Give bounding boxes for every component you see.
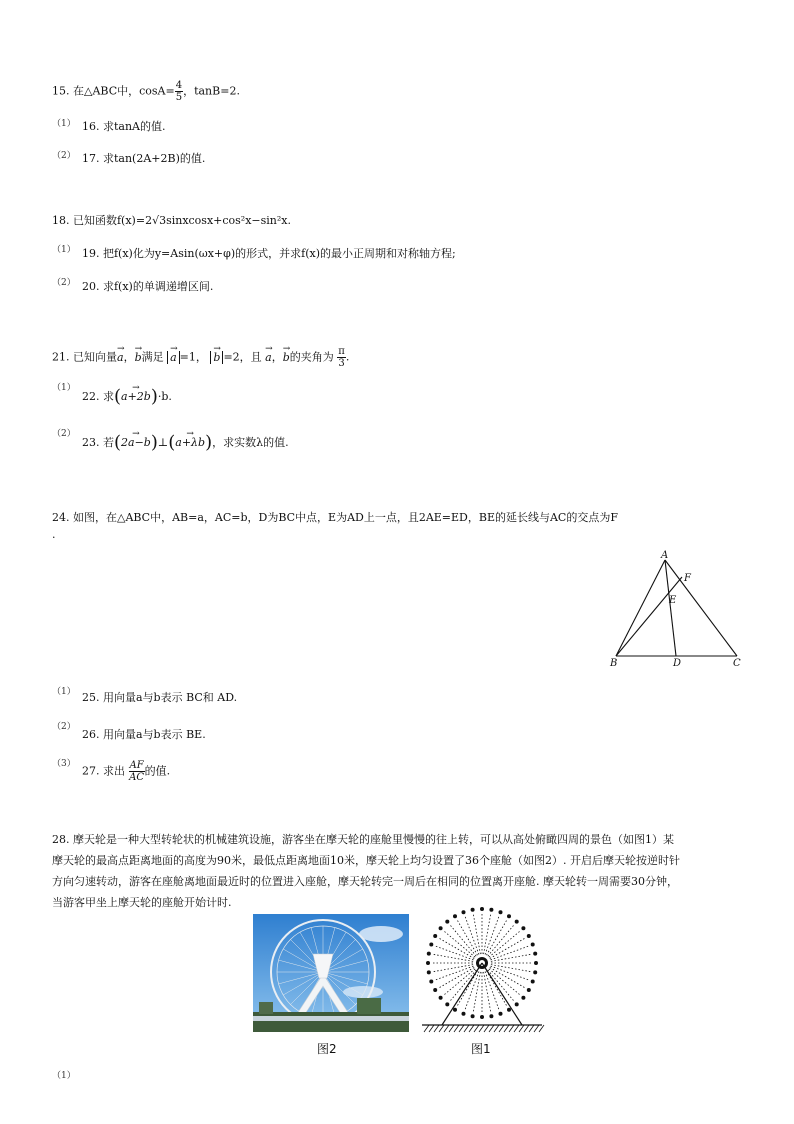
diagram-spoke bbox=[491, 966, 530, 980]
q23-paren-4: ) bbox=[205, 432, 213, 453]
question-17: 17. 求tan(2A+2B)的值. bbox=[82, 152, 206, 165]
hatch-mark bbox=[514, 1025, 519, 1032]
vector-b: → b bbox=[135, 351, 142, 365]
question-24-tail: . bbox=[52, 528, 56, 541]
q21-pre: 已知向量 bbox=[73, 350, 117, 364]
norm-a-vector: → a bbox=[170, 351, 177, 365]
q22-post: ·b. bbox=[157, 390, 172, 403]
segment-bf bbox=[616, 577, 682, 656]
diagram-seat bbox=[499, 910, 503, 914]
side-ac bbox=[665, 560, 737, 656]
hatch-mark bbox=[504, 1025, 509, 1032]
hatch-mark bbox=[424, 1025, 429, 1032]
diagram-seat bbox=[521, 926, 525, 930]
diagram-spoke bbox=[490, 968, 526, 989]
question-28-line-3: 方向匀速转动，游客在座舱离地面最近时的位置进入座舱，摩天轮转完一周后在相同的位置离开座舱. 摩天轮转一周需要30分钟， bbox=[52, 875, 678, 888]
hatch-mark bbox=[459, 1025, 464, 1032]
diagram-seat bbox=[527, 934, 531, 938]
diagram-spoke bbox=[491, 954, 532, 961]
diagram-seat bbox=[426, 961, 430, 965]
q23-post: ，求实数λ的值. bbox=[212, 436, 289, 449]
question-22 bbox=[82, 386, 172, 407]
q21-sep: ， bbox=[123, 350, 135, 364]
norm-b bbox=[210, 351, 223, 364]
diagram-spoke bbox=[434, 946, 473, 960]
photo-ground bbox=[253, 1012, 409, 1032]
diagram-spoke bbox=[449, 924, 476, 956]
q15-pre: 在△ABC中，cosA= bbox=[73, 84, 175, 98]
diagram-spoke bbox=[443, 969, 475, 996]
norm-b-vector: → b bbox=[213, 351, 220, 365]
diagram-spoke bbox=[432, 954, 473, 961]
diagram-spoke bbox=[485, 972, 499, 1011]
diagram-seat bbox=[489, 908, 493, 912]
photo-cloud bbox=[359, 926, 403, 942]
diagram-spoke bbox=[489, 930, 521, 957]
q26-part-label: （2） bbox=[52, 722, 76, 732]
label-b: B bbox=[610, 658, 618, 669]
diagram-seat bbox=[462, 1012, 466, 1016]
diagram-spoke bbox=[489, 969, 521, 996]
diagram-spoke bbox=[432, 965, 473, 972]
hatch-mark bbox=[454, 1025, 459, 1032]
q27-frac-num: AF bbox=[129, 760, 144, 771]
question-19: 19. 把f(x)化为y=Asin(ωx+φ)的形式，并求f(x)的最小正周期和对称轴方程; bbox=[82, 247, 456, 260]
hatch-mark bbox=[469, 1025, 474, 1032]
diagram-seat bbox=[471, 908, 475, 912]
diagram-spoke bbox=[484, 972, 491, 1013]
hatch-mark bbox=[489, 1025, 494, 1032]
q27-post: 的值. bbox=[144, 764, 171, 778]
diagram-spoke bbox=[438, 938, 474, 959]
q23-paren-2: ) bbox=[150, 432, 158, 453]
diagram-spoke bbox=[487, 971, 508, 1007]
diagram-spoke bbox=[473, 972, 480, 1013]
q16-part-label: （1） bbox=[52, 119, 76, 129]
diagram-seat bbox=[462, 910, 466, 914]
q17-part-label: （2） bbox=[52, 151, 76, 161]
q15-frac-num: 4 bbox=[175, 80, 183, 91]
diagram-spoke bbox=[484, 913, 491, 954]
q21-fraction bbox=[337, 346, 346, 369]
q15-frac-den: 5 bbox=[175, 92, 183, 103]
label-c: C bbox=[733, 658, 741, 669]
diagram-seat bbox=[445, 1002, 449, 1006]
diagram-seat bbox=[507, 1008, 511, 1012]
photo-cloud-2 bbox=[343, 986, 383, 998]
q22-pre: 求 bbox=[103, 390, 114, 403]
diagram-left-leg bbox=[442, 963, 482, 1025]
label-e: E bbox=[669, 595, 677, 606]
q21-angle-text: 的夹角为 bbox=[289, 350, 334, 364]
q21-frac-num: π bbox=[338, 346, 345, 357]
diagram-seat bbox=[471, 1014, 475, 1018]
diagram-right-leg bbox=[482, 963, 522, 1025]
label-a: A bbox=[661, 550, 669, 561]
hatch-mark bbox=[539, 1025, 544, 1032]
q22-expression: → a+2b bbox=[121, 390, 151, 404]
diagram-seat bbox=[433, 988, 437, 992]
label-d: D bbox=[673, 658, 682, 669]
segment-ad bbox=[665, 560, 676, 656]
diagram-seat bbox=[439, 926, 443, 930]
diagram-seat bbox=[515, 920, 519, 924]
hatch-mark bbox=[474, 1025, 479, 1032]
vector-b-2: → b bbox=[283, 351, 290, 365]
diagram-seat bbox=[480, 907, 484, 911]
diagram-spoke bbox=[434, 966, 473, 980]
vector-a: → a bbox=[117, 351, 124, 365]
label-f: F bbox=[684, 573, 691, 584]
q19-part-label: （1） bbox=[52, 245, 76, 255]
q15-fraction bbox=[175, 80, 183, 103]
hatch-mark bbox=[464, 1025, 469, 1032]
diagram-spoke bbox=[485, 915, 499, 954]
diagram-spoke bbox=[488, 924, 515, 956]
diagram-seat bbox=[439, 996, 443, 1000]
hatch-mark bbox=[519, 1025, 524, 1032]
q21-eq2: =2，且 bbox=[223, 350, 262, 364]
hatch-mark bbox=[509, 1025, 514, 1032]
diagram-seat bbox=[480, 1015, 484, 1019]
diagram-seat bbox=[427, 970, 431, 974]
question-24: 24. 如图，在△ABC中，AB=a，AC=b，D为BC中点，E为AD上一点，且2AE=ED，BE的延长线与AC的交点为F bbox=[52, 511, 618, 524]
diagram-spoke bbox=[490, 938, 526, 959]
hatch-mark bbox=[529, 1025, 534, 1032]
q22-open-paren: ( bbox=[114, 386, 122, 407]
diagram-seat bbox=[507, 914, 511, 918]
q21-sep-2: ， bbox=[271, 350, 283, 364]
q23-paren-1: ( bbox=[114, 432, 122, 453]
diagram-seat bbox=[453, 1008, 457, 1012]
question-28-line-2: 摩天轮的最高点距离地面的高度为90米，最低点距离地面10米，摩天轮上均匀设置了36个座舱（如图2）. 开启后摩天轮按逆时针 bbox=[52, 854, 680, 867]
question-23 bbox=[82, 432, 289, 453]
diagram-seat bbox=[515, 1002, 519, 1006]
question-25: 25. 用向量a与b表示 BC和 AD. bbox=[82, 691, 238, 704]
hatch-mark bbox=[434, 1025, 439, 1032]
photo-trees-left bbox=[259, 1002, 273, 1014]
diagram-seat bbox=[531, 943, 535, 947]
hatch-mark bbox=[534, 1025, 539, 1032]
side-ab bbox=[616, 560, 665, 656]
photo-caption: 图2 bbox=[317, 1042, 337, 1056]
question-28-line-1: 28. 摩天轮是一种大型转轮状的机械建筑设施，游客坐在摩天轮的座舱里慢慢的往上转，可以从高处俯瞰四周的景色（如图1）某 bbox=[52, 833, 674, 846]
q23-number: 23. bbox=[82, 436, 100, 449]
diagram-spoke bbox=[487, 919, 508, 955]
diagram-seat bbox=[445, 920, 449, 924]
diagram-seat bbox=[499, 1012, 503, 1016]
hatch-mark bbox=[484, 1025, 489, 1032]
norm-a bbox=[167, 351, 180, 364]
diagram-spoke bbox=[465, 915, 479, 954]
q28-part-label: （1） bbox=[52, 1071, 76, 1081]
diagram-spoke bbox=[438, 968, 474, 989]
q25-part-label: （1） bbox=[52, 687, 76, 697]
q15-post: ，tanB=2. bbox=[183, 84, 240, 98]
photo-trees bbox=[357, 998, 381, 1014]
question-21 bbox=[52, 346, 349, 369]
hatch-mark bbox=[479, 1025, 484, 1032]
q21-eq1: =1， bbox=[179, 350, 207, 364]
perpendicular-symbol: ⊥ bbox=[157, 436, 169, 449]
diagram-seat bbox=[533, 970, 537, 974]
q27-frac-den: AC bbox=[129, 772, 145, 783]
q27-part-label: （3） bbox=[52, 759, 76, 769]
diagram-seat bbox=[433, 934, 437, 938]
q21-end: . bbox=[345, 350, 350, 364]
hatch-mark bbox=[494, 1025, 499, 1032]
question-15 bbox=[52, 80, 240, 103]
q21-frac-den: 3 bbox=[338, 358, 345, 369]
q21-number: 21. bbox=[52, 350, 70, 364]
hatch-mark bbox=[524, 1025, 529, 1032]
q22-close-paren: ) bbox=[150, 386, 158, 407]
diagram-ground-hatch bbox=[424, 1025, 544, 1032]
diagram-seat bbox=[489, 1014, 493, 1018]
ferris-wheel-diagram bbox=[418, 904, 546, 1034]
diagram-seat bbox=[527, 988, 531, 992]
q27-number: 27. bbox=[82, 764, 100, 778]
diagram-seat bbox=[427, 952, 431, 956]
hatch-mark bbox=[429, 1025, 434, 1032]
diagram-seat bbox=[534, 961, 538, 965]
diagram-seat bbox=[531, 980, 535, 984]
diagram-caption: 图1 bbox=[471, 1042, 491, 1056]
diagram-seat bbox=[533, 952, 537, 956]
diagram-spoke bbox=[443, 930, 475, 957]
diagram-seat bbox=[521, 996, 525, 1000]
question-26: 26. 用向量a与b表示 BE. bbox=[82, 728, 206, 741]
question-16: 16. 求tanA的值. bbox=[82, 120, 166, 133]
hatch-mark bbox=[499, 1025, 504, 1032]
diagram-spoke bbox=[491, 965, 532, 972]
diagram-spoke bbox=[488, 970, 515, 1002]
question-18: 18. 已知函数f(x)=2√3sinxcosx+cos²x−sin²x. bbox=[52, 214, 291, 227]
q23-paren-3: ( bbox=[168, 432, 176, 453]
hatch-mark bbox=[439, 1025, 444, 1032]
photo-bridge bbox=[253, 1016, 409, 1021]
q22-number: 22. bbox=[82, 390, 100, 403]
q27-pre: 求出 bbox=[103, 764, 125, 778]
q23-expression-1: → 2a−b bbox=[121, 436, 151, 450]
q21-cond: 满足 bbox=[141, 350, 164, 364]
diagram-spoke bbox=[465, 972, 479, 1011]
diagram-spoke bbox=[473, 913, 480, 954]
q23-expression-2: → a+λb bbox=[175, 436, 205, 450]
q23-pre: 若 bbox=[103, 436, 114, 449]
diagram-spoke bbox=[457, 971, 478, 1007]
q27-fraction bbox=[129, 760, 145, 783]
triangle-diagram bbox=[606, 548, 756, 670]
question-20: 20. 求f(x)的单调递增区间. bbox=[82, 280, 214, 293]
q23-part-label: （2） bbox=[52, 429, 76, 439]
ferris-wheel-photo bbox=[253, 914, 409, 1032]
q15-number: 15. bbox=[52, 84, 70, 98]
q22-part-label: （1） bbox=[52, 383, 76, 393]
hatch-mark bbox=[444, 1025, 449, 1032]
diagram-spoke bbox=[491, 946, 530, 960]
diagram-seat bbox=[429, 980, 433, 984]
hatch-mark bbox=[449, 1025, 454, 1032]
diagram-spoke bbox=[457, 919, 478, 955]
diagram-seat bbox=[453, 914, 457, 918]
question-28-line-4: 当游客甲坐上摩天轮的座舱开始计时. bbox=[52, 896, 232, 909]
q20-part-label: （2） bbox=[52, 278, 76, 288]
diagram-spoke bbox=[449, 970, 476, 1002]
diagram-seat bbox=[429, 943, 433, 947]
vector-a-2: → a bbox=[265, 351, 272, 365]
question-27 bbox=[82, 760, 170, 783]
